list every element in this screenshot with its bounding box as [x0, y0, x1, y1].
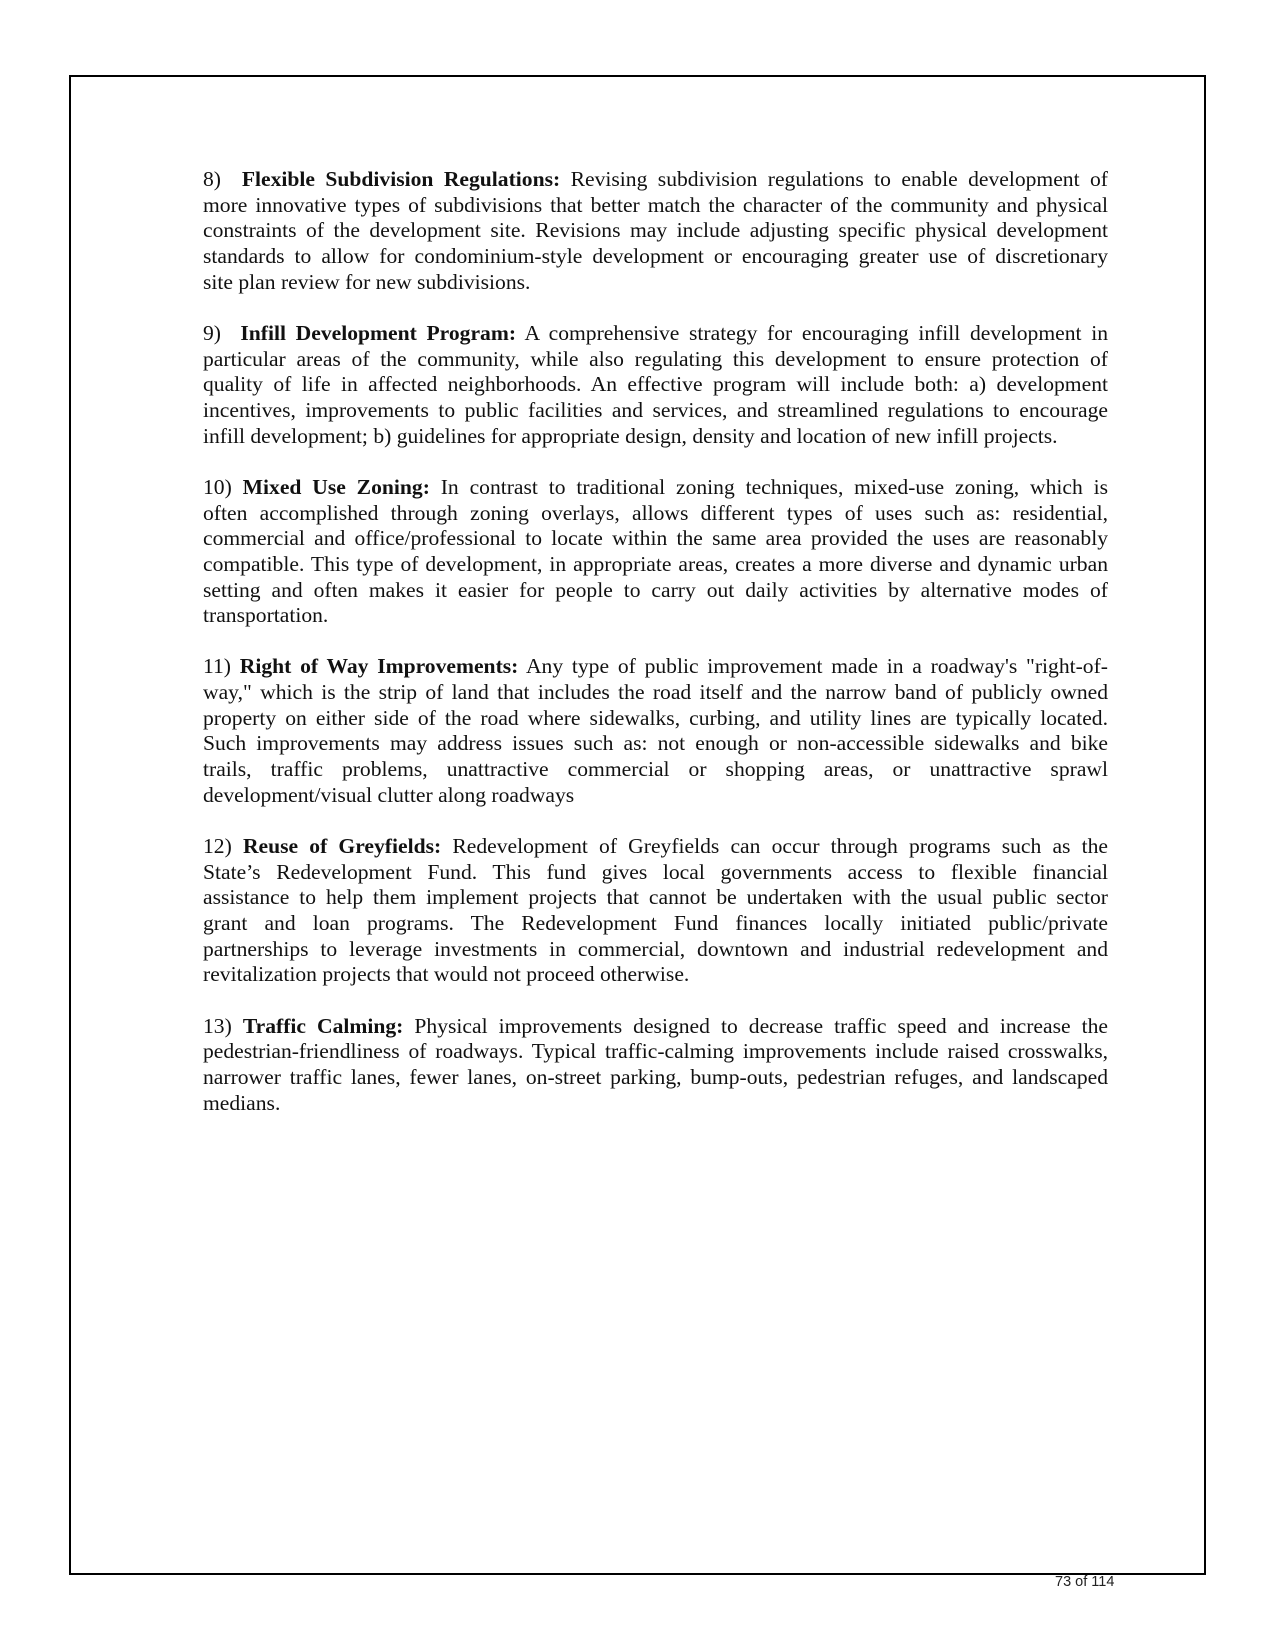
text-line: site plan review for new subdivisions.	[203, 269, 531, 294]
text-line: transportation.	[203, 603, 329, 628]
section-number: 12)	[203, 834, 232, 859]
text-line: assistance to help them implement projects that cannot be undertaken with the usual public sector	[203, 885, 1108, 910]
text-line: grant and loan programs. The Redevelopment Fund finances locally initiated public/private	[203, 911, 1108, 936]
section-traffic-calming	[203, 1014, 1108, 1117]
document-body	[203, 167, 1108, 1142]
section-reuse-of-greyfields	[203, 834, 1108, 988]
line-text: In contrast to traditional zoning techniques, mixed-use zoning, which is	[440, 474, 1108, 499]
text-line: constraints of the development site. Revisions may include adjusting specific physical development	[203, 218, 1108, 243]
page-number: 73 of 114	[1055, 1574, 1115, 1590]
section-term: Traffic Calming:	[242, 1013, 404, 1038]
section-number: 9)	[203, 320, 221, 345]
text-line: standards to allow for condominium-style development or encouraging greater use of discretionary	[203, 243, 1108, 268]
section-term: Flexible Subdivision Regulations:	[241, 167, 561, 191]
text-line	[203, 167, 1108, 193]
text-line: narrower traffic lanes, fewer lanes, on-street parking, bump-outs, pedestrian refuges, and landscaped	[203, 1064, 1108, 1089]
section-term: Infill Development Program:	[240, 320, 517, 345]
section-right-of-way-improvements	[203, 654, 1108, 808]
text-line: infill development; b) guidelines for appropriate design, density and location of new infill projects.	[203, 423, 1058, 448]
text-line: particular areas of the community, while also regulating this development to ensure protection of	[203, 346, 1108, 371]
line-text: Any type of public improvement made in a roadway's "right-of-	[525, 654, 1108, 679]
section-number: 8)	[203, 167, 221, 191]
section-infill-development-program	[203, 321, 1108, 449]
line-text: Redevelopment of Greyfields can occur through programs such as the	[452, 834, 1108, 859]
text-line: pedestrian-friendliness of roadways. Typical traffic-calming improvements include raised crosswalks,	[203, 1039, 1108, 1064]
line-text: Revising subdivision regulations to enable development of	[570, 167, 1108, 191]
section-term: Reuse of Greyfields:	[242, 834, 442, 859]
text-line: often accomplished through zoning overlays, allows different types of uses such as: residential,	[203, 500, 1108, 525]
text-line	[203, 654, 1108, 680]
text-line: revitalization projects that would not proceed otherwise.	[203, 962, 690, 987]
text-line: medians.	[203, 1090, 281, 1115]
text-line: development/visual clutter along roadways	[203, 782, 575, 807]
text-line	[203, 321, 1108, 347]
text-line: property on either side of the road where sidewalks, curbing, and utility lines are typically located.	[203, 705, 1108, 730]
section-term: Mixed Use Zoning:	[242, 474, 430, 499]
text-line: State’s Redevelopment Fund. This fund gives local governments access to flexible financial	[203, 859, 1108, 884]
text-line: way," which is the strip of land that includes the road itself and the narrow band of publicly owned	[203, 680, 1108, 705]
section-mixed-use-zoning	[203, 475, 1108, 629]
section-number: 11)	[203, 654, 231, 679]
text-line	[203, 834, 1108, 860]
section-number: 10)	[203, 474, 232, 499]
text-line	[203, 475, 1108, 501]
line-text: A comprehensive strategy for encouraging infill development in	[524, 320, 1109, 345]
section-term: Right of Way Improvements:	[239, 654, 519, 679]
text-line: Such improvements may address issues such as: not enough or non-accessible sidewalks and bike	[203, 731, 1108, 756]
line-text: Physical improvements designed to decrease traffic speed and increase the	[414, 1013, 1108, 1038]
text-line: quality of life in affected neighborhoods. An effective program will include both: a) development	[203, 372, 1108, 397]
section-flexible-subdivision-regulations	[203, 167, 1108, 295]
text-line: commercial and office/professional to locate within the same area provided the uses are reasonably	[203, 526, 1108, 551]
text-line: more innovative types of subdivisions that better match the character of the community and physical	[203, 192, 1108, 217]
text-line: trails, traffic problems, unattractive commercial or shopping areas, or unattractive sprawl	[203, 757, 1108, 782]
text-line: incentives, improvements to public facilities and services, and streamlined regulations to encourage	[203, 397, 1108, 422]
text-line: compatible. This type of development, in appropriate areas, creates a more diverse and dynamic urban	[203, 551, 1108, 576]
text-line: setting and often makes it easier for people to carry out daily activities by alternative modes of	[203, 577, 1108, 602]
text-line: partnerships to leverage investments in commercial, downtown and industrial redevelopment and	[203, 936, 1108, 961]
text-line	[203, 1014, 1108, 1040]
section-number: 13)	[203, 1013, 232, 1038]
